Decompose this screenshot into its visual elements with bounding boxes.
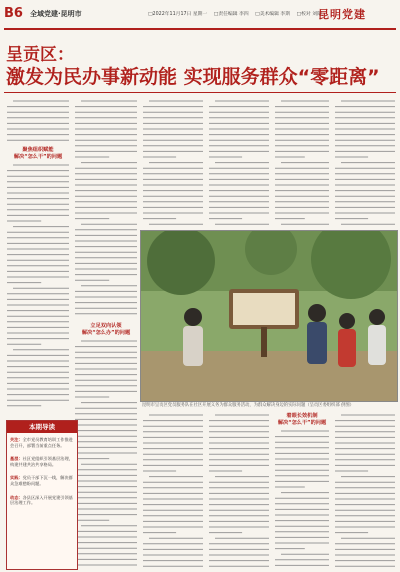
article-subhead: 聚焦组织赋能: [22, 147, 54, 153]
article-column-text: [274, 98, 330, 226]
article-column-text: [6, 98, 70, 142]
article-column-text: [274, 428, 330, 568]
news-item-label: 实践：: [10, 475, 23, 481]
news-item-text: 各县区深入开展党建引领基层治理工作。: [10, 494, 73, 506]
newspaper-logo: 昆明党建: [318, 8, 366, 21]
news-item-label: 关注：: [10, 437, 23, 442]
news-item-label: 动态：: [10, 494, 23, 500]
news-item[interactable]: [10, 475, 74, 486]
news-item[interactable]: [10, 437, 74, 448]
news-item[interactable]: [10, 456, 74, 467]
news-item-text: 社区党组织引领基层治理，构建共建共治共享格局。: [10, 456, 73, 467]
headline-rule: [4, 92, 396, 93]
article-column-text: [6, 162, 70, 412]
news-item[interactable]: [10, 495, 74, 506]
news-item-text: 全市党员教育培训工作推进会召开，部署当前重点任务。: [10, 437, 73, 448]
article-photo: [140, 230, 398, 402]
header-meta: [148, 10, 327, 17]
article-subhead: 解决“怎么干”的问题: [277, 420, 327, 426]
article-subhead: 着眼长效机制: [286, 413, 318, 419]
article-column-text: [142, 412, 204, 568]
page-number: B6: [4, 6, 23, 21]
headline-prefix: 呈贡区：: [6, 45, 74, 65]
article-column-text: [334, 412, 396, 568]
sidebar-news-list: [10, 437, 74, 514]
sidebar-news-box: [6, 420, 78, 570]
article-column-text: [74, 98, 138, 318]
issue-date: □2022年11月17日 星期一: [148, 12, 208, 17]
article-column-text: [334, 98, 396, 226]
article-column-text: [208, 98, 270, 226]
article-column-text: [74, 338, 138, 568]
section-title: 全域党建·昆明市: [30, 10, 82, 18]
article-column-text: [208, 412, 270, 568]
headline: 激发为民办事新动能 实现服务群众“零距离”: [6, 66, 380, 88]
news-item-text: 党员干部下沉一线，解决群众急难愁盼问题。: [10, 475, 73, 486]
article-subhead: 立足双向认领: [90, 323, 122, 329]
news-item-label: 基层：: [10, 456, 23, 462]
proofreader-credit: □校对 刘阳: [296, 12, 322, 17]
editor-credit: □责任编辑 李四: [213, 12, 249, 17]
header-rule: [4, 28, 396, 30]
article-column-text: [142, 98, 204, 226]
article-subhead: 解决“怎么干”的问题: [13, 154, 63, 160]
designer-credit: □美术编辑 李斯: [255, 12, 291, 17]
article-subhead: 解决“怎么办”的问题: [81, 330, 131, 336]
photo-caption: 昆明市呈贡区党员服务队在社区开展义务为群众服务活动，为群众解决身边的实际问题（呈贡区委组织部 供图）: [142, 403, 354, 408]
sidebar-news-title: 本期导读: [7, 421, 77, 433]
